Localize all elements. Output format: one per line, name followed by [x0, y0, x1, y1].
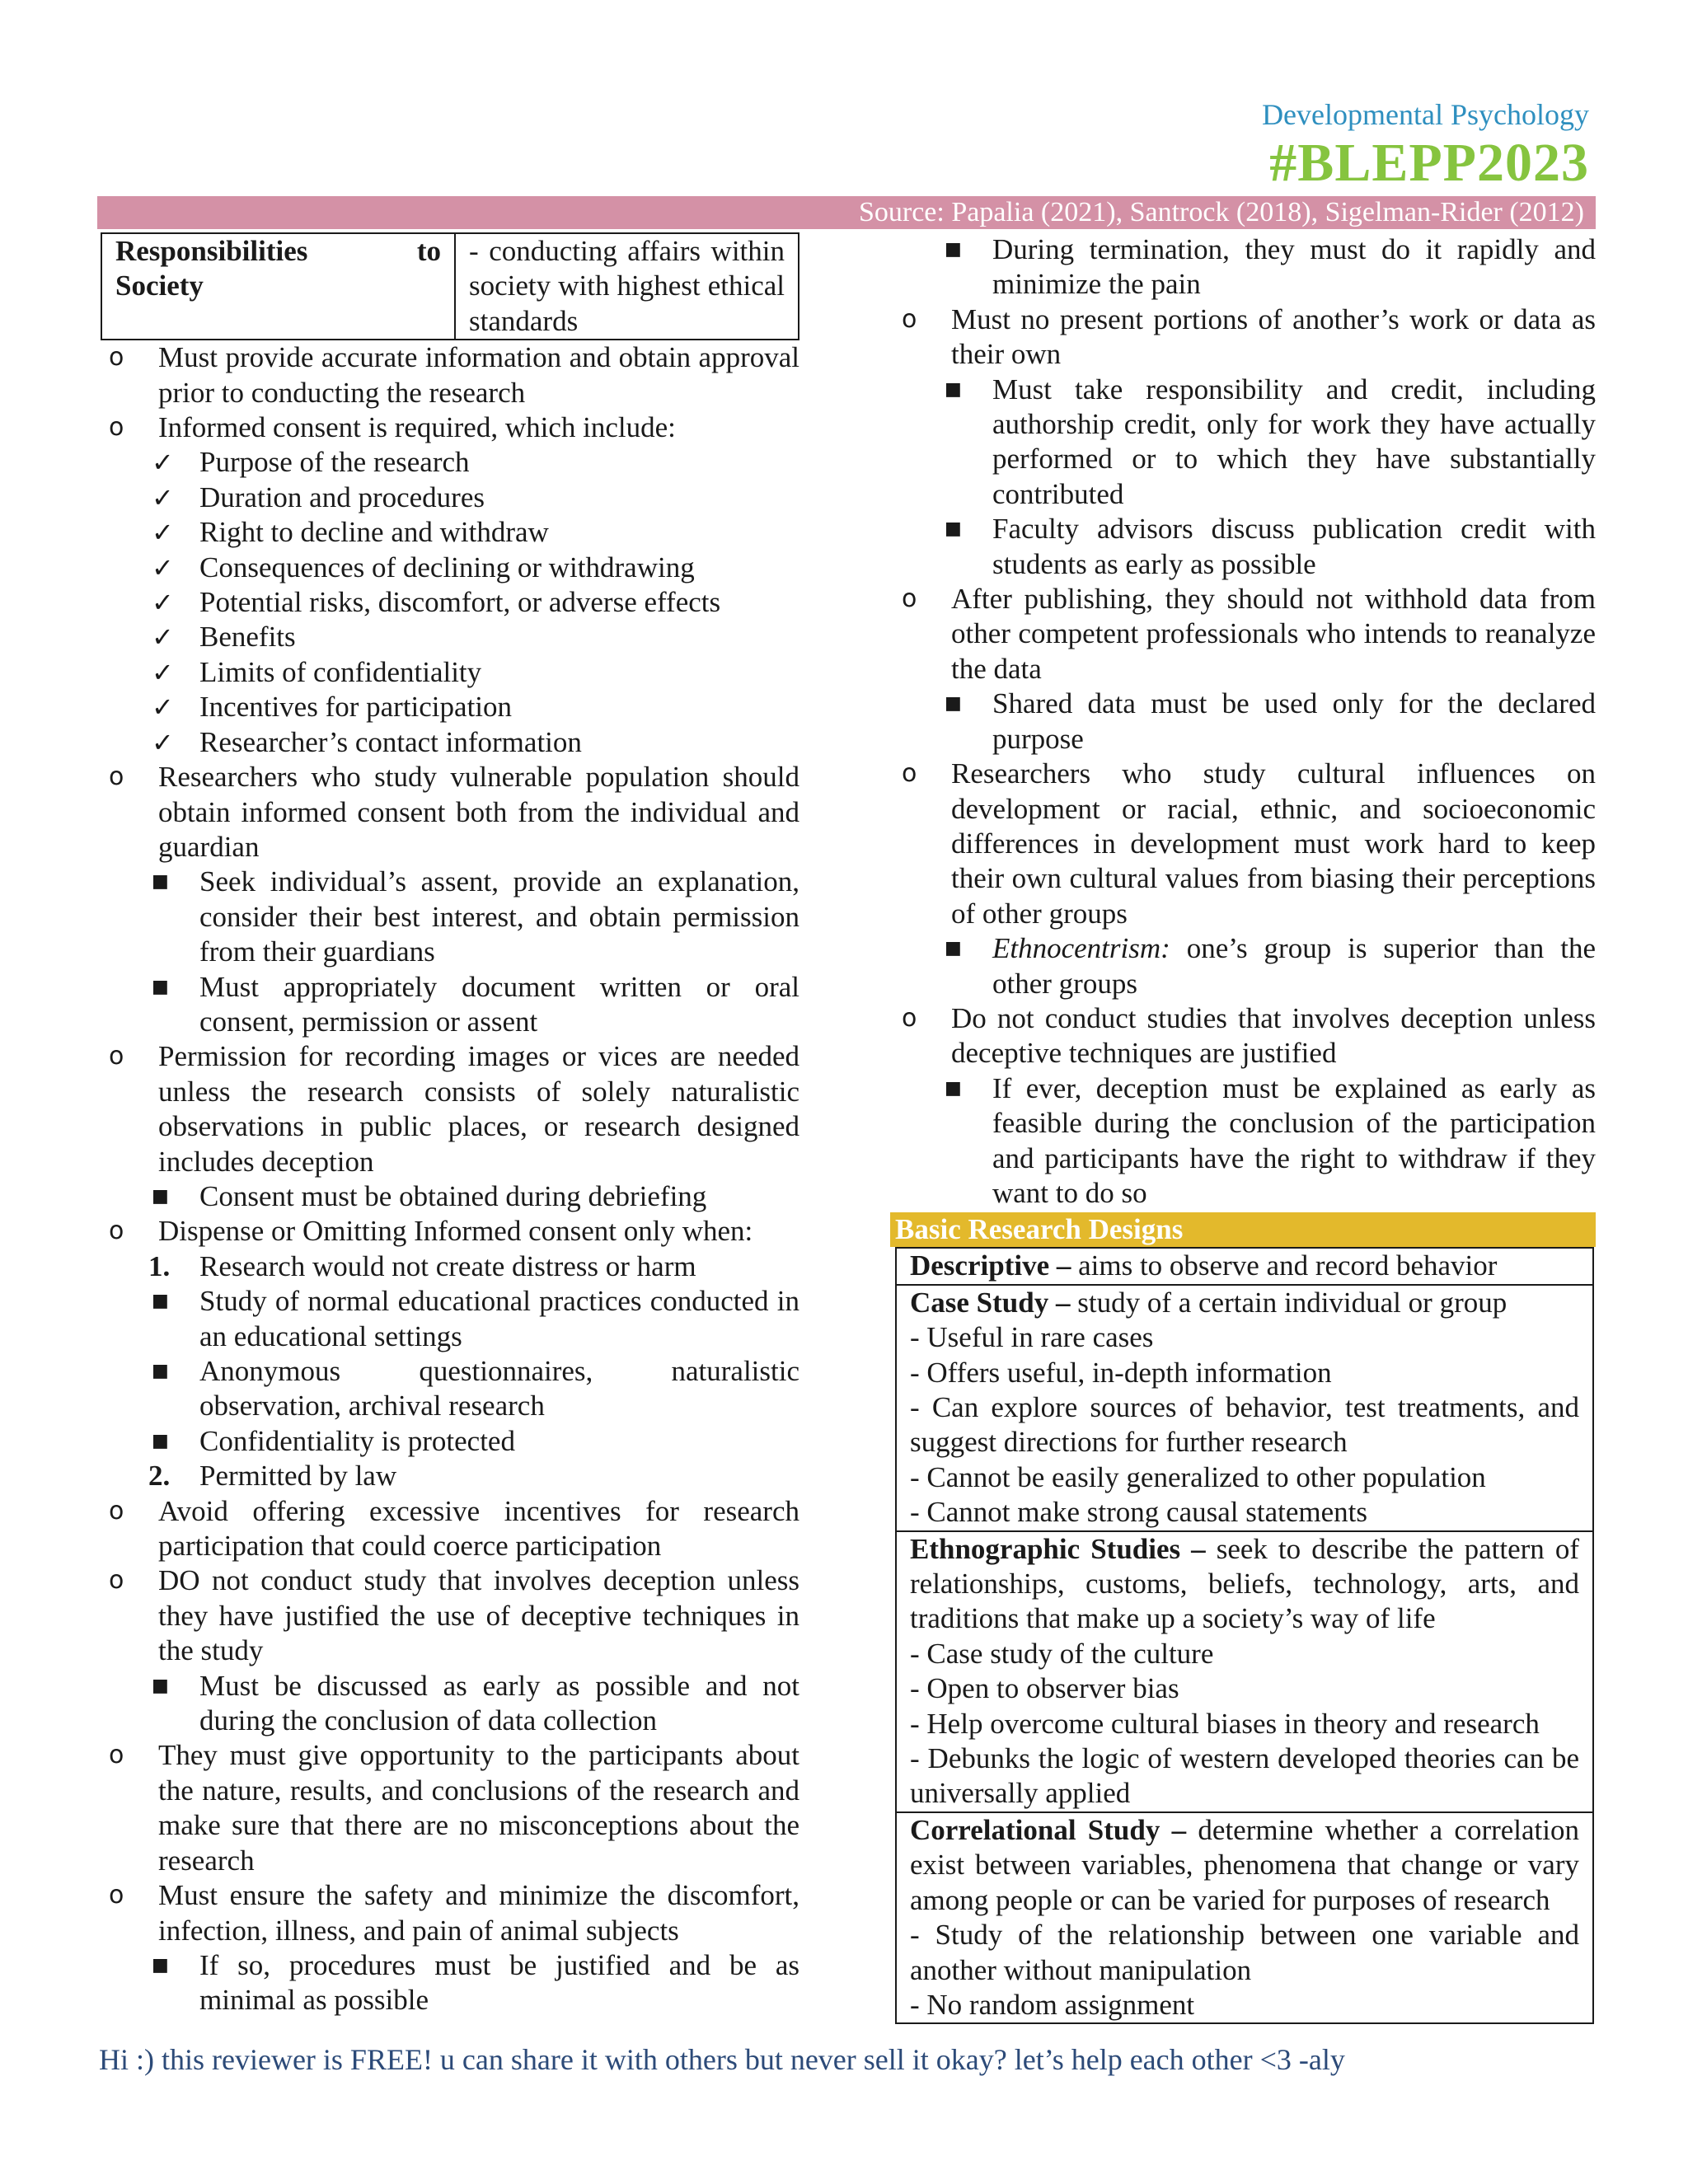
hollow-circle-icon: o	[902, 759, 917, 789]
square-bullet-icon: ■	[945, 378, 962, 400]
check-icon: ✓	[152, 656, 174, 688]
list-item	[890, 757, 1596, 931]
list-item	[890, 1001, 1596, 1071]
design-term: Case Study –	[910, 1286, 1071, 1319]
item-text: Researchers who study vulnerable population should obtain informed consent both from the individual and guardian	[158, 761, 799, 863]
list-item	[890, 582, 1596, 687]
list-item	[97, 1284, 799, 1354]
list-number: 2.	[148, 1460, 171, 1493]
design-description: aims to observe and record behavior	[1071, 1249, 1498, 1282]
responsibility-label	[101, 233, 455, 340]
list-item	[97, 551, 799, 585]
square-bullet-icon: ■	[945, 693, 962, 715]
hollow-circle-icon: o	[109, 1881, 124, 1910]
item-text: Must be discussed as early as possible and not during the conclusion of data collection	[199, 1669, 799, 1737]
hollow-circle-icon: o	[902, 584, 917, 614]
item-text: Must ensure the safety and minimize the discomfort, infection, illness, and pain of animal subjects	[158, 1879, 799, 1947]
square-bullet-icon: ■	[945, 1077, 962, 1099]
research-designs-table	[895, 1247, 1594, 2024]
list-item	[97, 515, 799, 550]
item-text: Faculty advisors discuss publication credit with students as early as possible	[992, 513, 1596, 580]
square-bullet-icon: ■	[152, 1954, 169, 1975]
item-text: Dispense or Omitting Informed consent only when:	[158, 1215, 753, 1248]
square-bullet-icon: ■	[152, 871, 169, 893]
list-item	[97, 1179, 799, 1214]
design-heading	[910, 1814, 1579, 1916]
list-item	[97, 1878, 799, 1948]
list-item	[890, 232, 1596, 302]
design-point: - Open to observer bias	[910, 1672, 1179, 1705]
check-icon: ✓	[152, 621, 174, 654]
hollow-circle-icon: o	[109, 413, 124, 443]
design-point: - Useful in rare cases	[910, 1321, 1154, 1354]
item-text: Incentives for participation	[199, 691, 513, 724]
square-bullet-icon: ■	[152, 1675, 169, 1696]
design-cell	[897, 1284, 1592, 1530]
item-text: If so, procedures must be justified and be as minimal as possible	[199, 1948, 799, 2017]
check-icon: ✓	[152, 726, 174, 758]
item-text: Researchers who study cultural influences on development or racial, ethnic, and socioeconomic differences in development must work hard to keep their own cultural values from biasing their perceptions of other groups	[951, 757, 1596, 930]
design-point: - Case study of the culture	[910, 1637, 1214, 1670]
list-item	[97, 480, 799, 515]
design-point: - Can explore sources of behavior, test treatments, and suggest directions for further research	[910, 1391, 1579, 1459]
responsibility-label-word: Responsibilities	[115, 235, 308, 267]
square-bullet-icon: ■	[152, 1291, 169, 1312]
footer-note: Hi :) this reviewer is FREE! u can share it with others but never sell it okay? let’s help each other <3 -aly	[99, 2043, 1345, 2076]
item-text: Right to decline and withdraw	[199, 516, 549, 549]
hollow-circle-icon: o	[109, 762, 124, 792]
design-point: - Study of the relationship between one variable and another without manipulation	[910, 1919, 1579, 1986]
source-band: Source: Papalia (2021), Santrock (2018), Sigelman-Rider (2012)	[97, 196, 1596, 229]
square-bullet-icon: ■	[152, 1430, 169, 1451]
design-cell	[897, 1530, 1592, 1811]
design-term: Correlational Study –	[910, 1813, 1187, 1846]
hollow-circle-icon: o	[109, 343, 124, 373]
item-text: Seek individual’s assent, provide an explanation, consider their best interest, and obtain permission from their guardians	[199, 865, 799, 968]
item-text: Potential risks, discomfort, or adverse effects	[199, 586, 721, 619]
list-item	[97, 1563, 799, 1668]
left-bullet-list	[97, 340, 799, 2018]
item-text: Must take responsibility and credit, including authorship credit, only for work they have actually performed or to which they have substantially contributed	[992, 373, 1596, 510]
item-text: Shared data must be used only for the declared purpose	[992, 687, 1596, 755]
item-text: Informed consent is required, which include:	[158, 411, 676, 444]
design-cell	[897, 1249, 1592, 1283]
item-text: Must no present portions of another’s work or data as their own	[951, 302, 1596, 371]
design-point: - Help overcome cultural biases in theory and research	[910, 1707, 1540, 1740]
item-text: Must provide accurate information and obtain approval prior to conducting the research	[158, 341, 799, 409]
design-heading	[910, 1249, 1497, 1282]
design-description: seek to describe the pattern of relationships, customs, beliefs, technology, arts, and traditions that make up a society’s way of life	[910, 1532, 1579, 1635]
list-item	[97, 1459, 799, 1493]
document-subject: Developmental Psychology	[1262, 98, 1589, 131]
check-icon: ✓	[152, 691, 174, 724]
item-text: Anonymous questionnaires, naturalistic observation, archival research	[199, 1355, 799, 1422]
list-item	[97, 1494, 799, 1564]
list-item	[97, 1214, 799, 1249]
item-text: Purpose of the research	[199, 446, 470, 479]
check-icon: ✓	[152, 517, 174, 549]
square-bullet-icon: ■	[152, 1361, 169, 1381]
term-label: Ethnocentrism:	[992, 932, 1170, 965]
item-text: Benefits	[199, 621, 296, 654]
design-heading	[910, 1286, 1507, 1319]
responsibility-label-word: to	[416, 235, 441, 267]
list-item	[97, 1424, 799, 1459]
list-item	[890, 512, 1596, 582]
right-bullet-list	[890, 232, 1596, 1211]
item-text: Confidentiality is protected	[199, 1424, 515, 1457]
list-item	[97, 725, 799, 760]
list-item	[890, 687, 1596, 757]
item-text: Study of normal educational practices conducted in an educational settings	[199, 1285, 799, 1352]
list-item	[97, 620, 799, 654]
design-point: - Debunks the logic of western developed theories can be universally applied	[910, 1742, 1579, 1810]
item-text: Avoid offering excessive incentives for research participation that could coerce participation	[158, 1494, 799, 1563]
list-item	[890, 302, 1596, 373]
item-text: They must give opportunity to the participants about the nature, results, and conclusions of the research and make sure that there are no misconceptions about the research	[158, 1739, 799, 1877]
list-item	[97, 690, 799, 724]
item-text: During termination, they must do it rapidly and minimize the pain	[992, 233, 1596, 301]
hollow-circle-icon: o	[109, 1741, 124, 1770]
square-bullet-icon: ■	[945, 938, 962, 959]
right-column	[890, 232, 1596, 2024]
list-item	[97, 445, 799, 480]
list-item	[97, 1669, 799, 1739]
section-heading-research-designs: Basic Research Designs	[890, 1212, 1596, 1247]
hollow-circle-icon: o	[902, 1003, 917, 1033]
design-description: study of a certain individual or group	[1070, 1286, 1507, 1319]
list-item	[97, 1738, 799, 1878]
list-item	[890, 1071, 1596, 1212]
item-text: DO not conduct study that involves deception unless they have justified the use of deceptive techniques in the study	[158, 1564, 799, 1667]
list-item	[890, 373, 1596, 513]
list-item	[97, 760, 799, 865]
list-item	[97, 340, 799, 410]
design-point: - Cannot be easily generalized to other population	[910, 1460, 1486, 1493]
item-text: Duration and procedures	[199, 480, 485, 513]
item-text: Must appropriately document written or oral consent, permission or assent	[199, 970, 799, 1038]
design-description: determine whether a correlation exist between variables, phenomena that change or vary among people or can be varied for purposes of research	[910, 1813, 1580, 1916]
item-text: Consequences of declining or withdrawing	[199, 551, 695, 583]
document-hashtag: #BLEPP2023	[1269, 133, 1589, 193]
design-term: Ethnographic Studies –	[910, 1532, 1206, 1565]
hollow-circle-icon: o	[902, 304, 917, 334]
item-text: Do not conduct studies that involves deception unless deceptive techniques are justified	[951, 1001, 1596, 1070]
design-heading	[910, 1533, 1579, 1635]
check-icon: ✓	[152, 551, 174, 583]
item-text: Researcher’s contact information	[199, 725, 582, 758]
responsibility-label-line: Society	[115, 269, 204, 302]
item-text: If ever, deception must be explained as early as feasible during the conclusion of the participation and participants have the right to withdraw if they want to do so	[992, 1071, 1596, 1209]
list-item	[97, 585, 799, 620]
design-point: - Cannot make strong causal statements	[910, 1496, 1367, 1529]
list-item	[890, 931, 1596, 1001]
hollow-circle-icon: o	[109, 1042, 124, 1071]
check-icon: ✓	[152, 587, 174, 619]
design-point: - Offers useful, in-depth information	[910, 1356, 1332, 1389]
list-number: 1.	[148, 1249, 171, 1282]
item-text: Limits of confidentiality	[199, 655, 482, 688]
square-bullet-icon: ■	[152, 976, 169, 997]
item-text: one’s group is superior than the other groups	[992, 932, 1596, 1000]
design-term: Descriptive –	[910, 1249, 1071, 1282]
left-column	[97, 232, 799, 2018]
list-item	[97, 1948, 799, 2018]
list-item	[97, 865, 799, 969]
square-bullet-icon: ■	[945, 239, 962, 260]
responsibility-table	[101, 232, 799, 340]
responsibility-value: - conducting affairs within society with highest ethical standards	[455, 233, 799, 340]
check-icon: ✓	[152, 481, 174, 513]
hollow-circle-icon: o	[109, 1216, 124, 1246]
list-item	[97, 410, 799, 445]
design-cell	[897, 1811, 1592, 2022]
list-item	[97, 1354, 799, 1424]
hollow-circle-icon: o	[109, 1496, 124, 1526]
design-point: - No random assignment	[910, 1988, 1195, 2021]
list-item	[97, 970, 799, 1040]
square-bullet-icon: ■	[152, 1185, 169, 1207]
item-text: Permission for recording images or vices are needed unless the research consists of solely naturalistic observations in public places, or research designed includes deception	[158, 1040, 799, 1178]
item-text: Research would not create distress or harm	[199, 1249, 696, 1282]
hollow-circle-icon: o	[109, 1566, 124, 1596]
list-item	[97, 655, 799, 690]
item-text: After publishing, they should not withhold data from other competent professionals who intends to reanalyze the data	[951, 583, 1596, 685]
item-text: Consent must be obtained during debriefing	[199, 1179, 707, 1212]
list-item	[97, 1039, 799, 1179]
list-item	[97, 1249, 799, 1284]
item-text: Permitted by law	[199, 1460, 397, 1493]
check-icon: ✓	[152, 447, 174, 479]
square-bullet-icon: ■	[945, 518, 962, 540]
